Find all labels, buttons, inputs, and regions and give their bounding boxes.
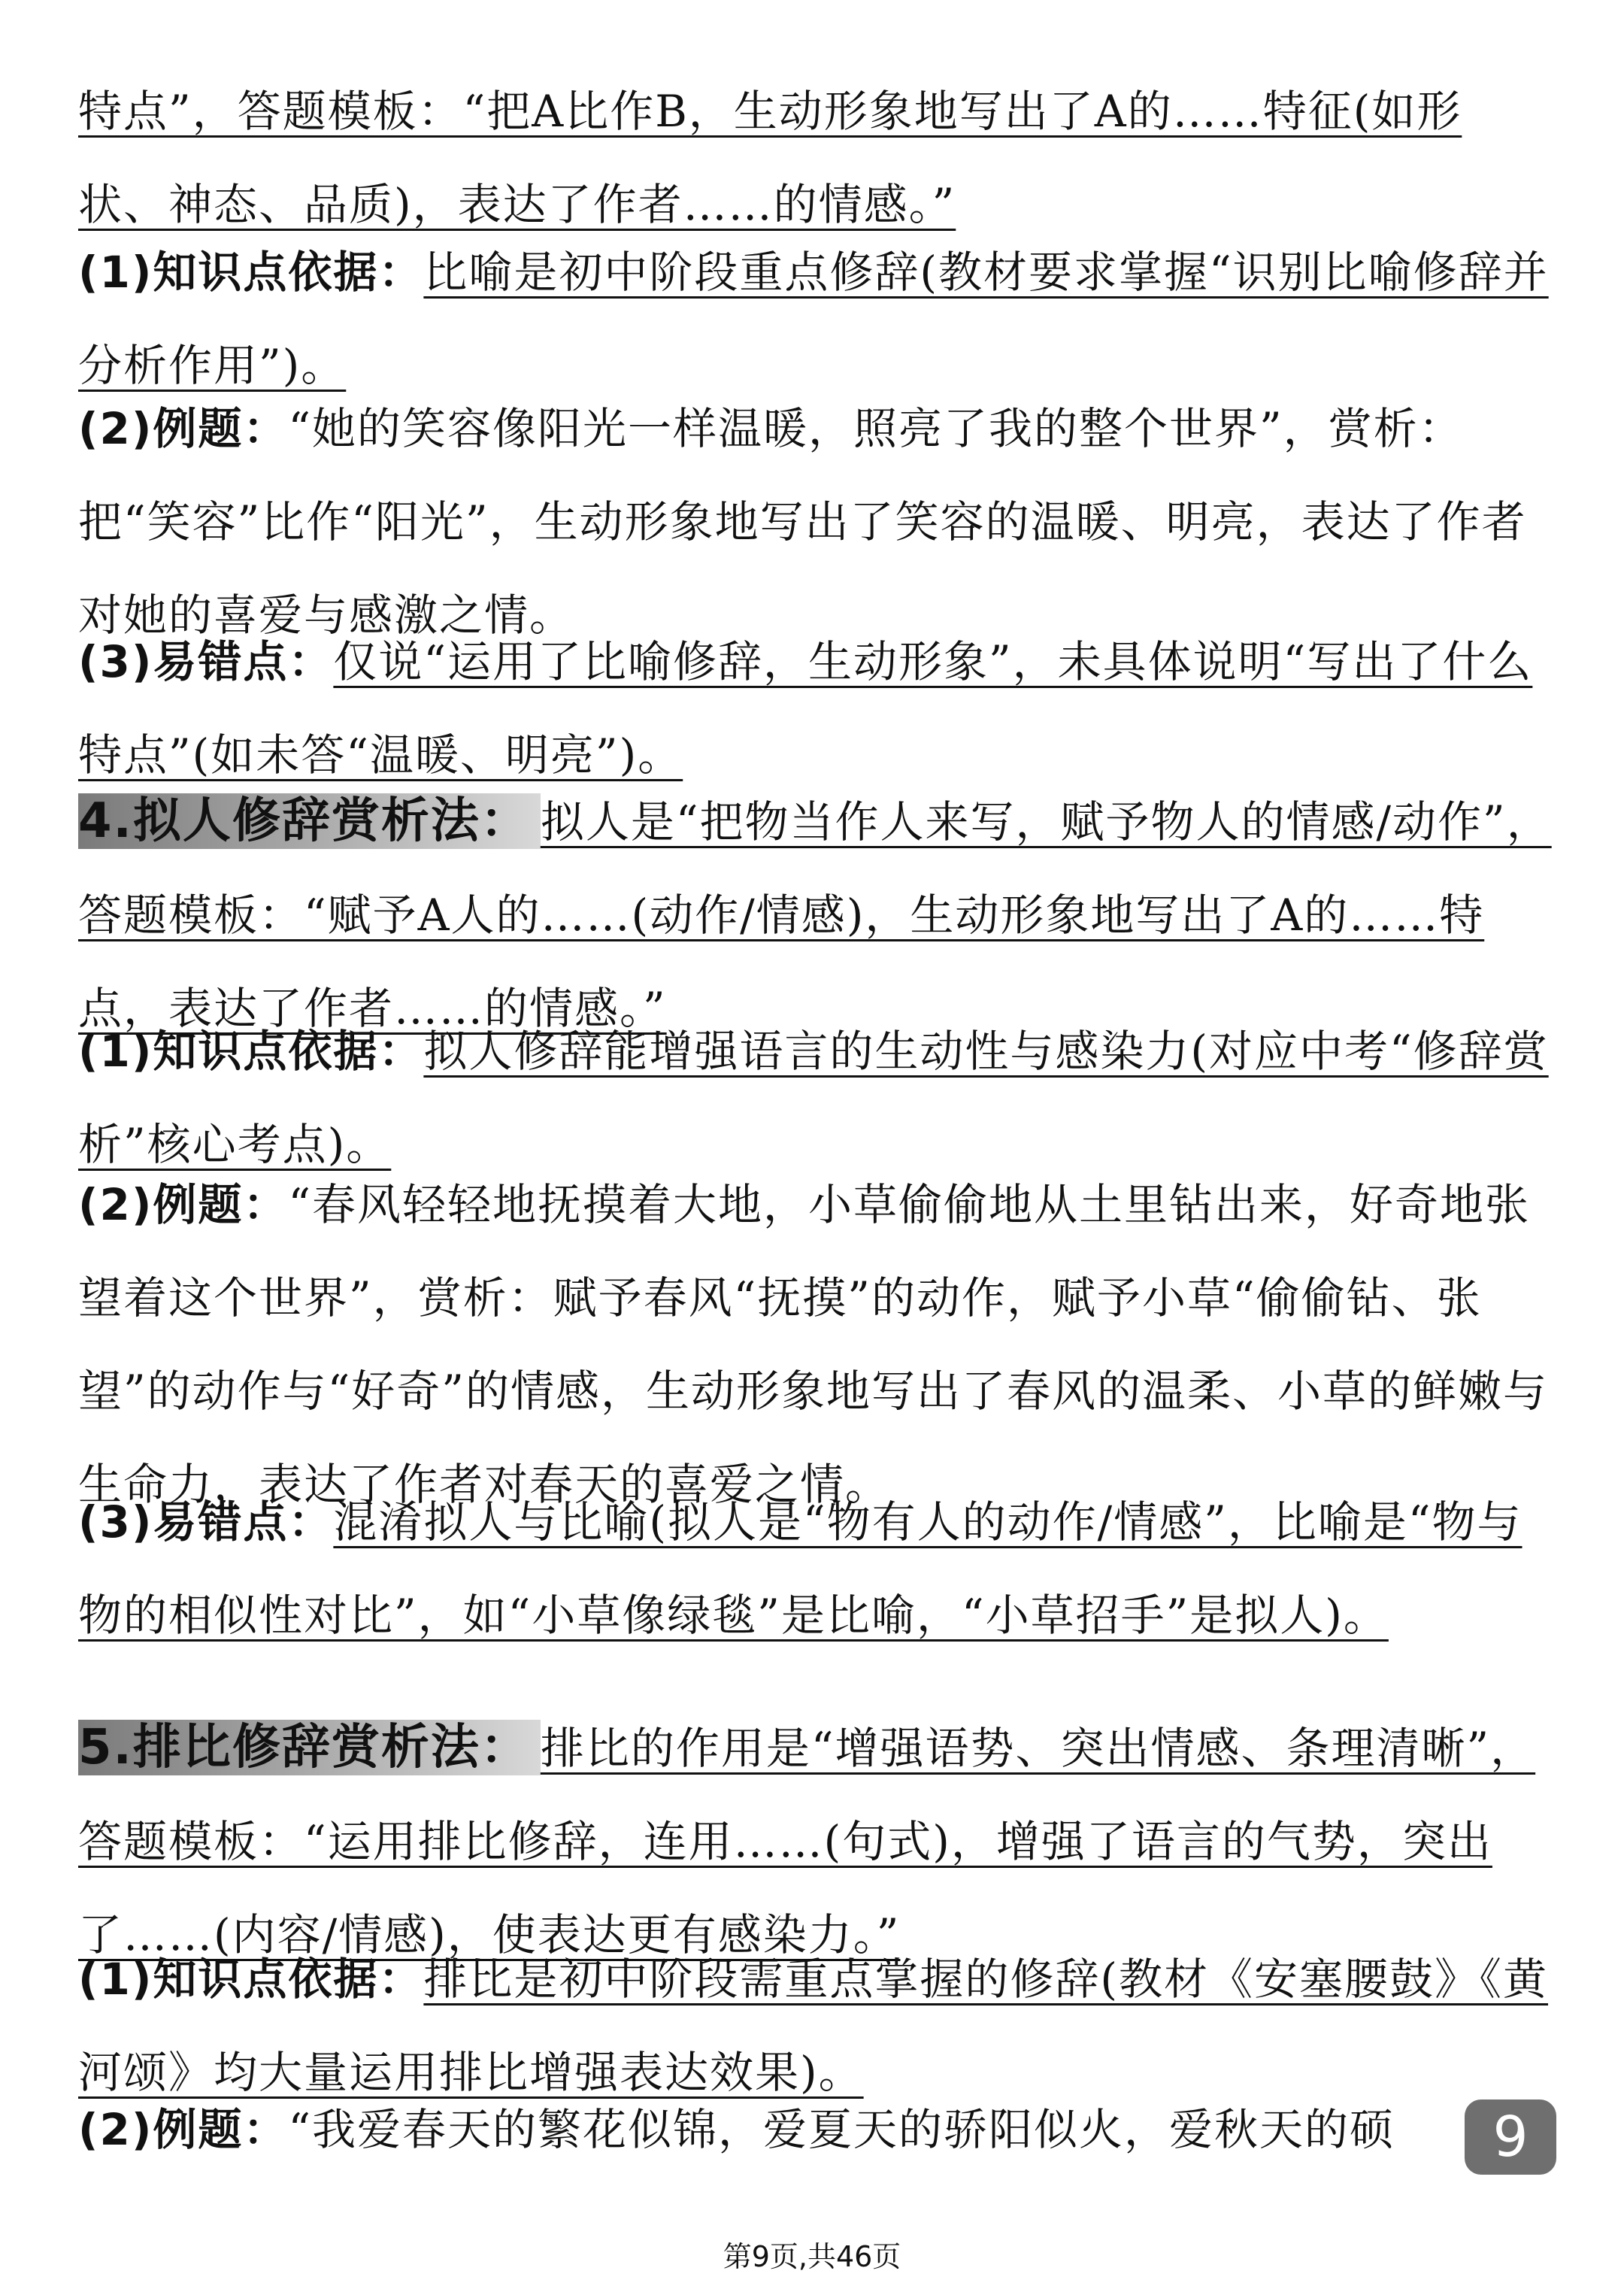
knowledge-basis-text: 排比是初中阶段需重点掌握的修辞(教材《安塞腰鼓》《黄河颂》均大量运用排比增强表达效果)。 <box>78 1954 1549 2098</box>
example-label: (2)例题： <box>78 1179 289 1230</box>
section-heading: 5.排比修辞赏析法： <box>78 1720 541 1775</box>
paragraph-pitfall-2 <box>78 1475 1552 1662</box>
page-number-badge: 9 <box>1465 2099 1556 2175</box>
section-intro-text: 拟人是“把物当作人来写，赋予物人的情感/动作”，答题模板：“赋予A人的……(动作/情感)，生动形象地写出了A的……特点，表达了作者……的情感。” <box>78 796 1552 1034</box>
paragraph-pitfall-1 <box>78 615 1552 802</box>
pitfall-label: (3)易错点： <box>78 1496 334 1548</box>
knowledge-basis-label: (1)知识点依据： <box>78 1026 424 1077</box>
knowledge-basis-label: (1)知识点依据： <box>78 247 424 298</box>
example-text: “春风轻轻地抚摸着大地，小草偷偷地从土里钻出来，好奇地张望着这个世界”，赏析：赋予春风“抚摸”的动作，赋予小草“偷偷钻、张望”的动作与“好奇”的情感，生动形象地写出了春风的温柔、小草的鲜嫩与生命力，表达了作者对春天的喜爱之情。 <box>78 1179 1548 1510</box>
example-label: (2)例题： <box>78 403 289 454</box>
example-label: (2)例题： <box>78 2104 289 2155</box>
knowledge-basis-label: (1)知识点依据： <box>78 1954 424 2005</box>
template-text: 特点”，答题模板：“把A比作B，生动形象地写出了A的……特征(如形状、神态、品质)，表达了作者……的情感。” <box>78 86 1462 230</box>
knowledge-basis-text: 比喻是初中阶段重点修辞(教材要求掌握“识别比喻修辞并分析作用”)。 <box>78 247 1549 391</box>
pitfall-label: (3)易错点： <box>78 636 334 687</box>
paragraph-metaphor-template <box>78 65 1552 251</box>
knowledge-basis-text: 拟人修辞能增强语言的生动性与感染力(对应中考“修辞赏析”核心考点)。 <box>78 1026 1549 1170</box>
example-text: “她的笑容像阳光一样温暖，照亮了我的整个世界”，赏析：把“笑容”比作“阳光”，生动形象地写出了笑容的温暖、明亮，表达了作者对她的喜爱与感激之情。 <box>78 403 1527 641</box>
paragraph-example-3 <box>78 2083 1447 2176</box>
section-intro-text: 排比的作用是“增强语势、突出情感、条理清晰”，答题模板：“运用排比修辞，连用……(句式)，增强了语言的气势，突出了……(内容/情感)，使表达更有感染力。” <box>78 1723 1536 1960</box>
example-text: “我爱春天的繁花似锦，爱夏天的骄阳似火，爱秋天的硕 <box>288 2104 1395 2155</box>
pitfall-text: 混淆拟人与比喻(拟人是“物有人的动作/情感”，比喻是“物与物的相似性对比”，如“小草像绿毯”是比喻，“小草招手”是拟人)。 <box>78 1496 1522 1641</box>
pitfall-text: 仅说“运用了比喻修辞，生动形象”，未具体说明“写出了什么特点”(如未答“温暖、明亮”)。 <box>78 636 1533 781</box>
section-heading: 4.拟人修辞赏析法： <box>78 793 541 849</box>
page-footer: 第9页,共46页 <box>723 2240 901 2273</box>
